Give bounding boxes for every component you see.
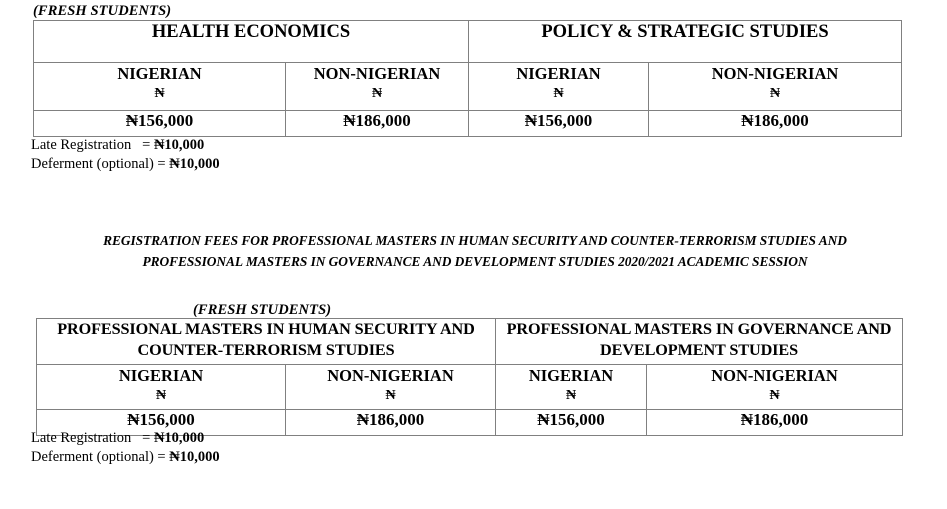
fee-amount-cell: ₦156,000	[37, 410, 286, 436]
footnote-value: ₦10,000	[169, 449, 220, 465]
fee-amount-cell: ₦186,000	[286, 111, 469, 137]
footnote-deferment	[31, 448, 220, 467]
section-title-professional-masters	[60, 230, 890, 272]
nationality-label: NIGERIAN	[117, 64, 202, 83]
nationality-header-cell	[37, 365, 286, 410]
nationality-header-cell	[649, 63, 902, 111]
footnote-late-registration	[31, 136, 220, 155]
fee-amount-cell: ₦186,000	[286, 410, 496, 436]
program-header-line-1: PROFESSIONAL MASTERS IN HUMAN SECURITY AND	[57, 320, 475, 338]
footnote-label: Deferment (optional) =	[31, 449, 170, 465]
table-row-nationality	[37, 365, 903, 410]
fee-amount-cell: ₦156,000	[496, 410, 647, 436]
nationality-header-cell	[469, 63, 649, 111]
nationality-header-cell	[647, 365, 903, 410]
nationality-header-cell	[286, 63, 469, 111]
fee-amount-cell: ₦186,000	[649, 111, 902, 137]
footnote-label: Deferment (optional) =	[31, 156, 170, 172]
table-row-programs	[37, 319, 903, 365]
nationality-label: NIGERIAN	[528, 366, 614, 385]
table-row-nationality	[34, 63, 902, 111]
footnote-value: ₦10,000	[169, 156, 220, 172]
naira-symbol: ₦	[769, 388, 780, 403]
footnote-label: Late Registration =	[31, 137, 154, 153]
footnote-late-registration	[31, 429, 220, 448]
footnote-label: Late Registration =	[31, 430, 154, 446]
fee-table-bottom	[36, 318, 903, 436]
nationality-label: NON-NIGERIAN	[711, 366, 838, 385]
fee-amount-cell: ₦156,000	[469, 111, 649, 137]
nationality-label: NON-NIGERIAN	[711, 64, 839, 83]
program-header-line-1: PROFESSIONAL MASTERS IN GOVERNANCE AND	[506, 320, 892, 338]
fee-table-top	[33, 20, 902, 137]
naira-symbol: ₦	[769, 86, 781, 101]
program-header-human-security	[37, 319, 496, 365]
nationality-label: NIGERIAN	[118, 366, 204, 385]
section-title-line-1: REGISTRATION FEES FOR PROFESSIONAL MASTERS IN HUMAN SECURITY AND COUNTER-TERRORISM STUDIES AND	[103, 233, 847, 248]
section-title-line-2: PROFESSIONAL MASTERS IN GOVERNANCE AND DEVELOPMENT STUDIES 2020/2021 ACADEMIC SESSION	[142, 254, 808, 269]
nationality-label: NON-NIGERIAN	[313, 64, 441, 83]
footnote-value: ₦10,000	[153, 137, 205, 153]
program-header-health-economics: HEALTH ECONOMICS	[34, 21, 469, 63]
naira-symbol: ₦	[371, 86, 383, 101]
program-header-line-2: DEVELOPMENT STUDIES	[600, 341, 798, 359]
footnotes-bottom	[31, 429, 220, 467]
footnote-deferment	[31, 155, 220, 174]
nationality-label: NIGERIAN	[516, 64, 601, 83]
nationality-header-cell	[34, 63, 286, 111]
naira-symbol: ₦	[385, 388, 396, 403]
fee-amount-cell: ₦186,000	[647, 410, 903, 436]
footnotes-top	[31, 136, 220, 174]
nationality-label: NON-NIGERIAN	[327, 366, 454, 385]
program-header-line-2: COUNTER-TERRORISM STUDIES	[137, 341, 395, 359]
program-header-policy-strategic-studies: POLICY & STRATEGIC STUDIES	[469, 21, 902, 63]
nationality-header-cell	[286, 365, 496, 410]
fee-amount-cell: ₦156,000	[34, 111, 286, 137]
naira-symbol: ₦	[553, 86, 564, 101]
table-row-programs	[34, 21, 902, 63]
nationality-header-cell	[496, 365, 647, 410]
fresh-students-caption-top: (FRESH STUDENTS)	[33, 3, 172, 19]
naira-symbol: ₦	[155, 388, 167, 403]
footnote-value: ₦10,000	[153, 430, 205, 446]
table-row-amounts	[34, 111, 902, 137]
naira-symbol: ₦	[565, 388, 577, 403]
naira-symbol: ₦	[154, 86, 165, 101]
program-header-governance-development	[496, 319, 903, 365]
fresh-students-caption-bottom: (FRESH STUDENTS)	[193, 302, 332, 318]
